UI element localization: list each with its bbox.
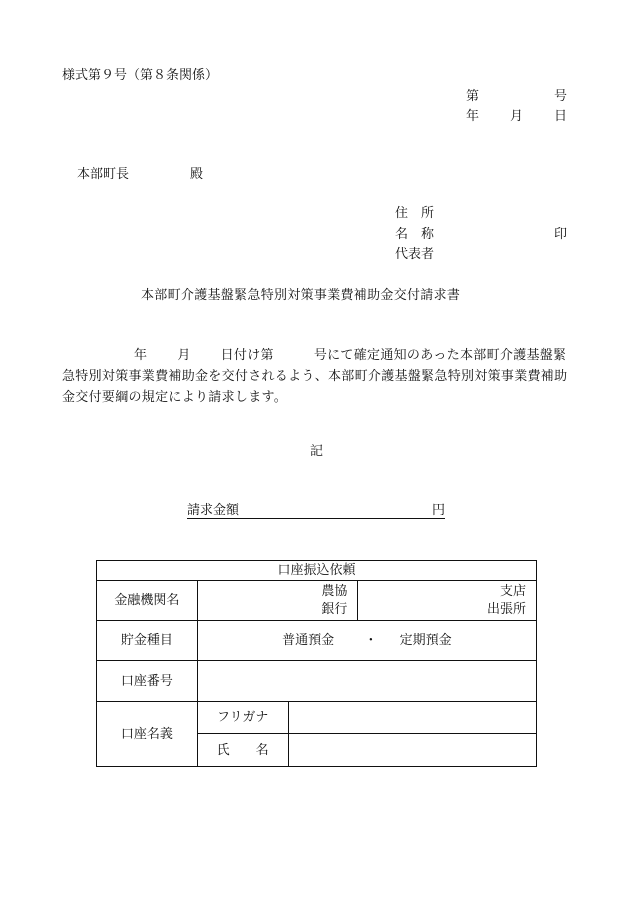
deposit-type-label: 貯金種目: [97, 621, 198, 661]
deposit-fixed[interactable]: 定期預金: [399, 633, 452, 648]
institution-bank-cell[interactable]: [197, 581, 358, 621]
doc-number-suffix: 号: [554, 89, 568, 104]
body-month: 月: [177, 348, 191, 363]
name-label: 名 称: [395, 227, 435, 242]
recipient-honorific: 殿: [190, 167, 204, 182]
representative-label: 代表者: [395, 247, 435, 262]
bank-table-heading: 口座振込依頼: [97, 561, 537, 581]
deposit-regular[interactable]: 普通預金: [282, 633, 335, 648]
form-number: 様式第９号（第８条関係）: [62, 68, 219, 83]
request-paragraph: [62, 345, 577, 408]
date-day: 日: [554, 109, 568, 124]
account-number-label: 口座番号: [97, 661, 198, 702]
institution-label: 金融機関名: [97, 581, 198, 621]
claim-label: 請求金額: [187, 503, 240, 518]
account-name-label: 口座名義: [97, 702, 198, 767]
nokyo-label: 農協: [321, 583, 348, 599]
shiten-label: 支店: [499, 583, 526, 599]
furigana-label: フリガナ: [197, 702, 288, 734]
body-dated: 日付け第: [220, 348, 274, 363]
bank-transfer-table: [96, 560, 537, 767]
claim-unit: 円: [432, 503, 446, 518]
deposit-separator: ・: [364, 633, 378, 648]
shimei-label: 氏 名: [197, 734, 288, 767]
shucchojo-label: 出張所: [486, 601, 526, 617]
address-label: 住 所: [395, 206, 435, 221]
deposit-type-options[interactable]: [197, 621, 536, 661]
recipient-name: 本部町長: [77, 167, 130, 182]
date-year: 年: [466, 109, 480, 124]
account-number-field[interactable]: [197, 661, 536, 702]
doc-number-prefix: 第: [466, 89, 480, 104]
claim-underline: [187, 518, 445, 519]
ki-mark: 記: [310, 444, 324, 459]
date-month: 月: [510, 109, 524, 124]
ginko-label: 銀行: [321, 601, 348, 617]
body-text: 号にて確定通知のあった本部町介護基盤緊急特別対策事業費補助金を交付されるよう、本部町介護基盤緊急特別対策事業費補助金交付要綱の規定により請求します。: [62, 348, 568, 405]
shimei-field[interactable]: [288, 734, 536, 767]
furigana-field[interactable]: [288, 702, 536, 734]
seal-mark: 印: [554, 227, 568, 242]
body-year: 年: [134, 348, 148, 363]
document-title: 本部町介護基盤緊急特別対策事業費補助金交付請求書: [141, 288, 461, 303]
institution-branch-cell[interactable]: [358, 581, 537, 621]
